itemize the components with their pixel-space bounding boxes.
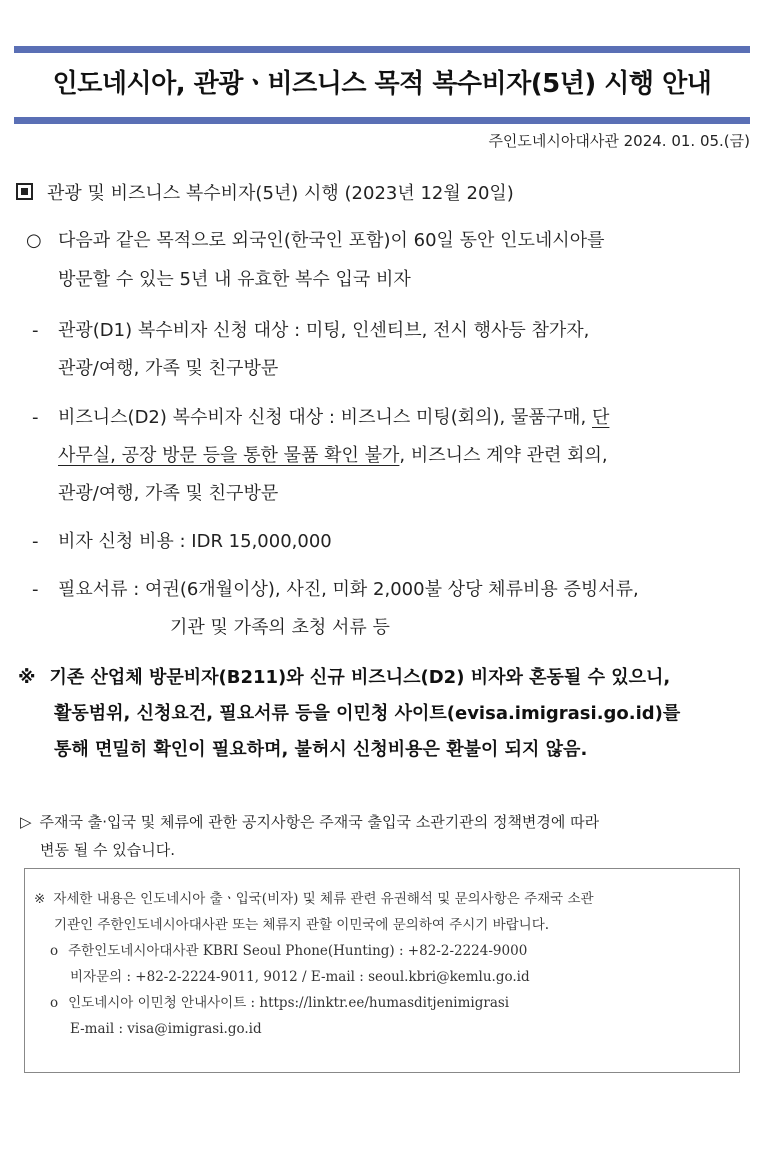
d1-text-1: 관광(D1) 복수비자 신청 대상 : 미팅, 인센티브, 전시 행사등 참가자,	[58, 320, 590, 341]
warning-line-1	[18, 660, 670, 696]
notice-line-2: 변동 될 수 있습니다.	[40, 841, 175, 859]
contact-item-1-text: 주한인도네시아대사관 KBRI Seoul Phone(Hunting) : +82-2-2224-9000	[68, 943, 528, 959]
page-title: 인도네시아, 관광ㆍ비즈니스 목적 복수비자(5년) 시행 안내	[52, 69, 712, 99]
contact-item-1	[50, 938, 527, 964]
d2-text-2: , 비즈니스 계약 관련 회의,	[399, 445, 608, 466]
d2-underlined-1: 단	[592, 407, 610, 428]
contact-intro-line-1	[34, 886, 594, 912]
contact-item-2	[50, 990, 509, 1016]
docs-text-1: 필요서류 : 여권(6개월이상), 사진, 미화 2,000불 상당 체류비용 증빙서류,	[58, 579, 639, 600]
dash-bullet: -	[32, 320, 39, 341]
intro-text-1: 다음과 같은 목적으로 외국인(한국인 포함)이 60일 동안 인도네시아를	[58, 230, 605, 251]
reference-mark-icon: ※	[18, 667, 36, 688]
warning-text-1: 기존 산업체 방문비자(B211)와 신규 비즈니스(D2) 비자와 혼동될 수 있으니,	[49, 667, 671, 688]
d2-line-3: 관광/여행, 가족 및 친구방문	[58, 483, 279, 504]
triangle-bullet-icon: ▷	[20, 813, 32, 831]
section-heading-text: 관광 및 비즈니스 복수비자(5년) 시행 (2023년 12월 20일)	[47, 183, 514, 204]
warning-line-3: 통해 면밀히 확인이 필요하며, 불허시 신청비용은 환불이 되지 않음.	[54, 739, 588, 760]
contact-item-1-line-2: 비자문의 : +82-2-2224-9011, 9012 / E-mail : seoul.kbri@kemlu.go.id	[70, 969, 530, 985]
notice-text-1: 주재국 출·입국 및 체류에 관한 공지사항은 주재국 출입국 소관기관의 정책변경에 따라	[39, 813, 600, 831]
docs-line-1	[32, 572, 639, 608]
d2-line-2	[58, 438, 608, 474]
section-heading	[16, 176, 514, 212]
circle-bullet-icon: o	[50, 995, 59, 1011]
d1-line-2: 관광/여행, 가족 및 친구방문	[58, 358, 279, 379]
header-top-rule	[14, 46, 750, 53]
intro-line-2: 방문할 수 있는 5년 내 유효한 복수 입국 비자	[58, 269, 411, 290]
contact-item-2-line-2: E-mail : visa@imigrasi.go.id	[70, 1021, 262, 1037]
header-bottom-rule	[14, 117, 750, 124]
contact-item-2-text: 인도네시아 이민청 안내사이트 : https://linktr.ee/humasditjenimigrasi	[68, 995, 510, 1011]
d2-text-1: 비즈니스(D2) 복수비자 신청 대상 : 비즈니스 미팅(회의), 물품구매,	[58, 407, 592, 428]
d2-line-1	[32, 400, 609, 436]
square-bullet-icon	[16, 183, 33, 200]
dash-bullet: -	[32, 531, 39, 552]
fee-text: 비자 신청 비용 : IDR 15,000,000	[58, 531, 332, 552]
contact-text-1: 자세한 내용은 인도네시아 출ㆍ입국(비자) 및 체류 관련 유권해석 및 문의사항은 주재국 소관	[53, 891, 594, 907]
dateline: 주인도네시아대사관 2024. 01. 05.(금)	[488, 132, 750, 150]
docs-line-2: 기관 및 가족의 초청 서류 등	[170, 617, 390, 638]
reference-mark-icon: ※	[34, 891, 46, 907]
fee-line	[32, 524, 332, 560]
warning-line-2: 활동범위, 신청요건, 필요서류 등을 이민청 사이트(evisa.imigrasi.go.id)를	[54, 703, 681, 724]
circle-bullet-icon: ○	[26, 230, 42, 251]
circle-bullet-icon: o	[50, 943, 59, 959]
intro-line-1	[26, 223, 604, 259]
notice-line-1	[20, 808, 599, 836]
dash-bullet: -	[32, 579, 39, 600]
d2-underlined-2: 사무실, 공장 방문 등을 통한 물품 확인 불가	[58, 445, 400, 466]
contact-intro-line-2: 기관인 주한인도네시아대사관 또는 체류지 관할 이민국에 문의하여 주시기 바랍니다.	[54, 917, 550, 933]
d1-line-1	[32, 313, 589, 349]
dash-bullet: -	[32, 407, 39, 428]
